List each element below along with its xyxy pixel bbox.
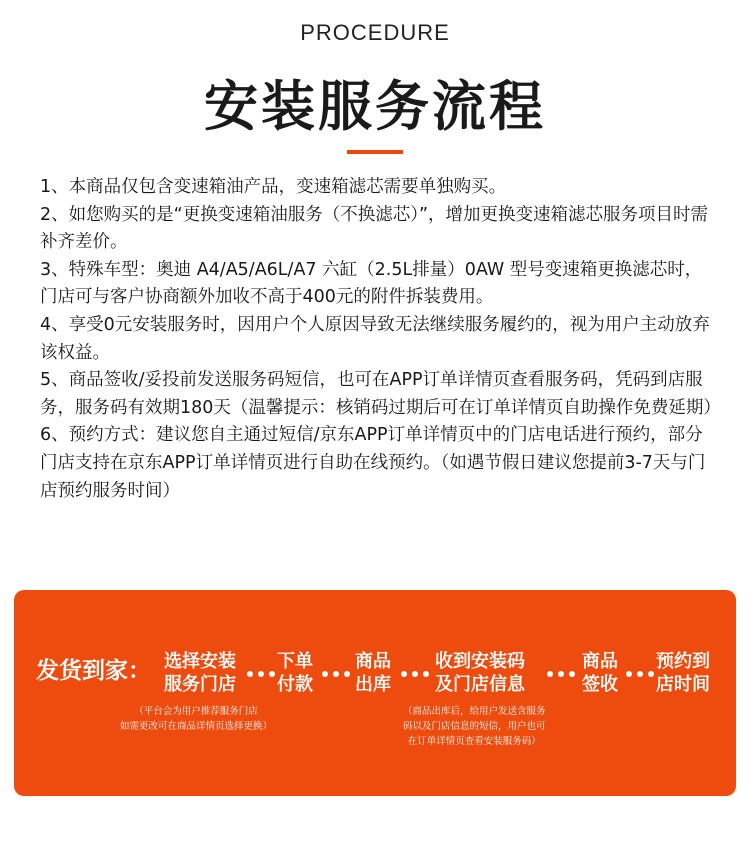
flow-step-line: 签收 bbox=[582, 674, 618, 695]
store-selection-note-line: 如需更改可在商品详情页选择更换） bbox=[120, 721, 273, 732]
flow-step-line: 商品 bbox=[355, 651, 391, 672]
flow-step-line: 店时间 bbox=[656, 674, 710, 695]
flow-step-line: 出库 bbox=[355, 674, 391, 695]
install-code-note bbox=[403, 704, 546, 749]
note-item-5: 5、商品签收/妥投前发送服务码短信，也可在APP订单详情页查看服务码，凭码到店服务，服务码有效期180天（温馨提示：核销码过期后可在订单详情页自助操作免费延期） bbox=[40, 370, 721, 418]
note-item-3: 3、特殊车型：奥迪 A4/A5/A6L/A7 六缸（2.5L排量）0AW 型号变速箱更换滤芯时，门店可与客户协商额外加收不高于400元的附件拆装费用。 bbox=[40, 259, 703, 308]
flow-label: 发货到家： bbox=[36, 658, 151, 684]
install-code-note-line: 在订单详情页查看安装服务码） bbox=[407, 736, 541, 747]
flow-panel bbox=[14, 590, 736, 796]
store-selection-note-line: （平台会为用户推荐服务门店 bbox=[134, 706, 258, 717]
note-item-4: 4、享受0元安装服务时，因用户个人原因导致无法继续服务履约的，视为用户主动放弃该权益。 bbox=[40, 314, 710, 363]
note-item-6: 6、预约方式：建议您自主通过短信/京东APP订单详情页中的门店电话进行预约，部分门店支持在京东APP订单详情页进行自助在线预约。（如遇节假日建议您提前3-7天与门店预约服务时间） bbox=[40, 425, 706, 501]
install-code-note-line: （商品出库后，给用户发送含服务 bbox=[403, 706, 546, 717]
page-title: 安装服务流程 bbox=[204, 75, 546, 138]
flow-step-select-store bbox=[164, 650, 236, 696]
flow-step-line: 预约到 bbox=[656, 651, 710, 672]
title-underline bbox=[347, 150, 403, 154]
note-item-2: 2、如您购买的是“更换变速箱油服务（不换滤芯）”，增加更换变速箱滤芯服务项目时需补齐差价。 bbox=[40, 204, 709, 253]
install-code-note-line: 码以及门店信息的短信，用户也可 bbox=[403, 721, 546, 732]
flow-step-line: 收到安装码 bbox=[435, 651, 525, 672]
flow-step-shipped bbox=[355, 650, 391, 696]
flow-step-receive-code bbox=[435, 650, 525, 696]
flow-step-line: 付款 bbox=[277, 674, 313, 695]
section-kicker: PROCEDURE bbox=[300, 20, 450, 45]
flow-step-order-pay bbox=[277, 650, 313, 696]
notes-list bbox=[40, 174, 721, 505]
flow-step-line: 选择安装 bbox=[164, 651, 236, 672]
flow-step-line: 商品 bbox=[582, 651, 618, 672]
store-selection-note bbox=[120, 704, 272, 734]
flow-step-line: 服务门店 bbox=[164, 674, 236, 695]
flow-step-line: 下单 bbox=[277, 651, 313, 672]
flow-step-appointment bbox=[656, 650, 710, 696]
flow-step-line: 及门店信息 bbox=[435, 674, 525, 695]
flow-step-signed bbox=[582, 650, 618, 696]
note-item-1: 1、本商品仅包含变速箱油产品，变速箱滤芯需要单独购买。 bbox=[40, 177, 507, 197]
